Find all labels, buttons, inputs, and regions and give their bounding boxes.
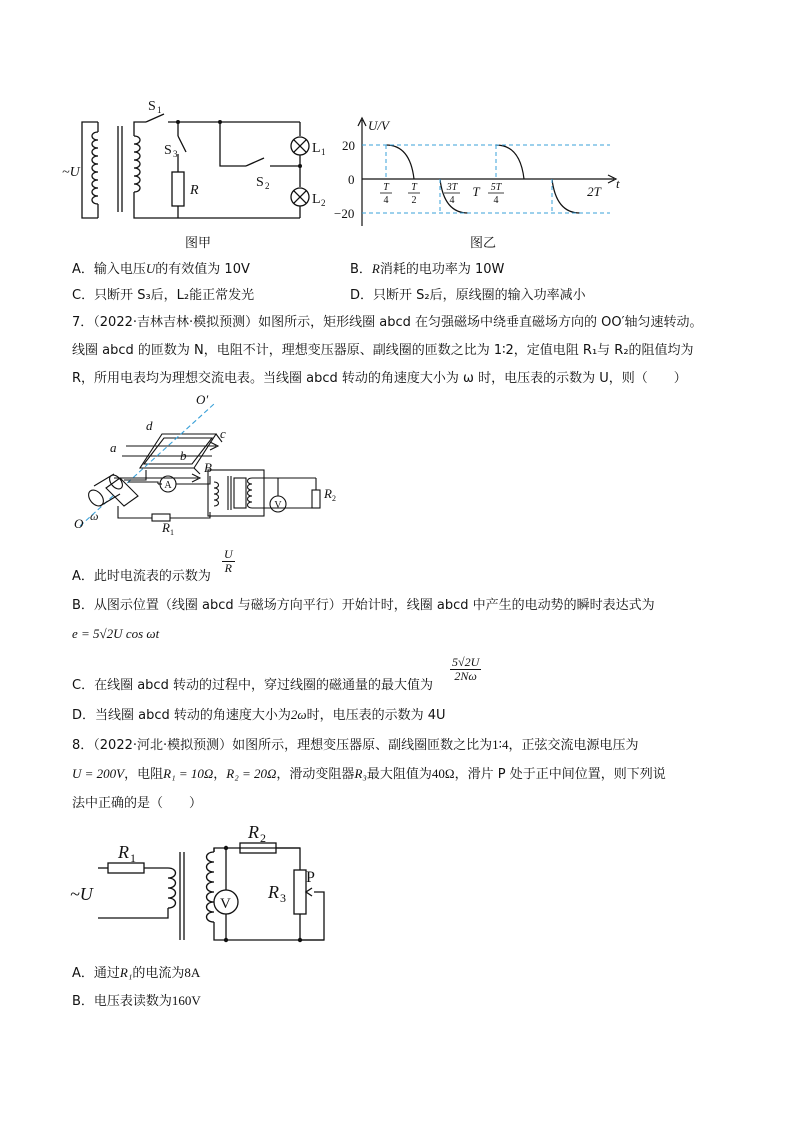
svg-text:a: a [110,440,117,455]
q7-option-c[interactable]: C．在线圈 abcd 转动的过程中，穿过线圈的磁通量的最大值为 [72,678,433,693]
svg-text:1: 1 [170,528,174,537]
svg-text:3: 3 [173,149,178,159]
svg-text:2: 2 [332,494,336,503]
svg-text:2: 2 [411,195,417,206]
svg-text:4: 4 [449,195,455,206]
q8-stem-line3: 法中正确的是（ ） [72,796,203,811]
q8-stem-line2: U = 200V，电阻R₁ = 10Ω，R₂ = 20Ω，滑动变阻器R₃最大阻值为40Ω，滑片 P 处于正中间位置，则下列说 [72,766,666,782]
q7-stem-line1: 7．（2022·吉林吉林·模拟预测）如图所示，矩形线圈 abcd 在匀强磁场中绕垂直磁场方向的 OO′轴匀速转动。 [72,315,703,330]
svg-text:A: A [164,480,172,491]
svg-text:B: B [204,460,212,475]
svg-text:d: d [146,418,153,433]
source-label-2: ~U [70,884,93,904]
svg-text:T: T [472,184,480,199]
svg-text:R: R [324,486,332,501]
q7-stem-line3: R，所用电表均为理想交流电表。当线圈 abcd 转动的角速度大小为 ω 时，电压表的示数为 U，则（ ） [72,371,687,386]
figure-1-circuit [60,92,350,232]
svg-text:R: R [118,842,129,862]
caption-figure-a: 图甲 [185,236,212,251]
caption-figure-b: 图乙 [470,236,497,251]
svg-text:V: V [220,896,231,912]
label-l1: L [312,141,321,156]
graph-y-pos: 20 [342,138,355,153]
q7-option-b-formula: e = 5√2U cos ωt [72,626,160,641]
graph-x-label: t [616,176,620,191]
svg-text:3T: 3T [446,182,458,193]
svg-text:T: T [383,182,389,193]
graph-y-neg: −20 [334,206,355,221]
q7-option-b[interactable]: B．从图示位置（线圈 abcd 与磁场方向平行）开始计时，线圈 abcd 中产生的电动势的瞬时表达式为 [72,598,655,613]
label-r: R [190,183,199,198]
graph-y-zero: 0 [348,172,355,187]
svg-text:2: 2 [321,198,326,208]
label-l2: L [312,192,321,207]
q6-option-b[interactable]: B．R消耗的电功率为 10W [350,261,505,277]
svg-text:V: V [274,500,282,511]
svg-text:3: 3 [280,891,286,905]
svg-text:R: R [248,822,259,842]
svg-text:2T: 2T [587,184,601,199]
q6-option-a[interactable]: A．输入电压U的有效值为 10V [72,261,250,277]
q6-option-c[interactable]: C．只断开 S₃后，L₂能正常发光 [72,288,255,303]
q8-stem-line1: 8．（2022·河北·模拟预测）如图所示，理想变压器原、副线圈匝数之比为1∶4，正弦交流电源电压为 [72,737,639,753]
q7-option-a-fraction: $\frac{U}{R}$ [224,547,233,575]
svg-text:T: T [411,182,417,193]
svg-text:b: b [180,448,187,463]
q8-option-b[interactable]: B．电压表读数为160V [72,993,201,1009]
q7-option-c-fraction: $\frac{5√2U}{2N\omega}$ [452,655,480,683]
svg-text:P: P [306,869,315,886]
svg-text:O: O [74,516,84,531]
svg-text:1: 1 [321,147,326,157]
q8-option-a[interactable]: A．通过R₁的电流为8A [72,965,201,981]
q6-option-d[interactable]: D．只断开 S₂后，原线圈的输入功率减小 [350,288,586,303]
source-label: ~U [62,165,80,180]
svg-text:O′: O′ [196,394,209,407]
svg-text:2: 2 [265,181,270,191]
figure-3-circuit [68,818,338,950]
svg-text:4: 4 [493,195,499,206]
label-s3: S [164,143,172,158]
svg-text:2: 2 [260,831,266,845]
q7-option-d[interactable]: D．当线圈 abcd 转动的角速度大小为2ω时，电压表的示数为 4U [72,707,446,723]
svg-text:1: 1 [157,105,162,115]
svg-text:R: R [162,520,170,535]
svg-text:1: 1 [130,851,136,865]
svg-text:ω: ω [90,509,99,523]
q7-stem-line2: 线圈 abcd 的匝数为 N，电阻不计，理想变压器原、副线圈的匝数之比为 1∶2，定值电阻 R₁与 R₂的阻值均为 [72,343,694,358]
q7-option-a[interactable]: A．此时电流表的示数为 [72,569,211,584]
svg-text:c: c [220,426,226,441]
label-s1: S [148,99,156,114]
svg-text:R: R [268,882,279,902]
svg-text:5T: 5T [490,182,502,193]
graph-y-label: U/V [368,118,389,133]
label-s2: S [256,175,264,190]
figure-1-graph [330,112,630,232]
figure-2-generator [66,394,346,542]
svg-text:4: 4 [383,195,389,206]
